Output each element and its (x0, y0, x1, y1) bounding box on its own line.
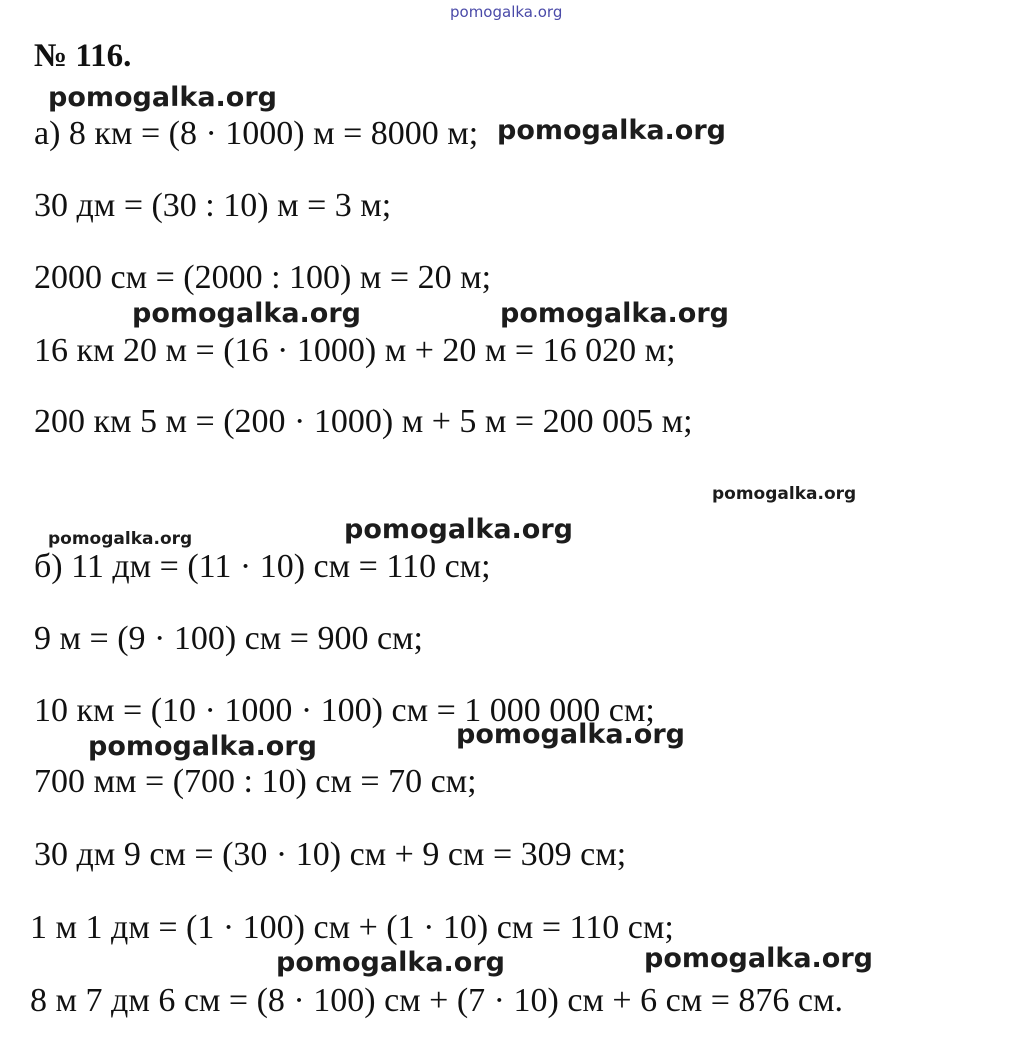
solution-line-a2: 30 дм = (30 : 10) м = 3 м; (34, 187, 392, 224)
watermark: pomogalka.org (497, 115, 726, 146)
watermark: pomogalka.org (644, 943, 873, 974)
watermark-top: pomogalka.org (450, 3, 563, 21)
solution-line-b6: 1 м 1 дм = (1 · 100) см + (1 · 10) см = 110 см; (30, 909, 674, 946)
solution-line-b2: 9 м = (9 · 100) см = 900 см; (34, 620, 423, 657)
watermark: pomogalka.org (132, 298, 361, 329)
solution-line-b3: 10 км = (10 · 1000 · 100) см = 1 000 000 см; (34, 692, 655, 729)
solution-line-a3: 2000 см = (2000 : 100) м = 20 м; (34, 259, 492, 296)
solution-line-b5: 30 дм 9 см = (30 · 10) см + 9 см = 309 см; (34, 836, 627, 873)
solution-line-a4: 16 км 20 м = (16 · 1000) м + 20 м = 16 020 м; (34, 332, 676, 369)
solution-line-b1: б) 11 дм = (11 · 10) см = 110 см; (34, 548, 491, 585)
solution-line-b7: 8 м 7 дм 6 см = (8 · 100) см + (7 · 10) см + 6 см = 876 см. (30, 982, 843, 1019)
solution-line-a1: а) 8 км = (8 · 1000) м = 8000 м; (34, 115, 479, 152)
watermark: pomogalka.org (48, 82, 277, 113)
watermark: pomogalka.org (276, 947, 505, 978)
watermark: pomogalka.org (48, 529, 193, 549)
watermark: pomogalka.org (456, 719, 685, 750)
watermark: pomogalka.org (500, 298, 729, 329)
solution-line-a5: 200 км 5 м = (200 · 1000) м + 5 м = 200 005 м; (34, 403, 693, 440)
watermark: pomogalka.org (88, 731, 317, 762)
watermark: pomogalka.org (344, 514, 573, 545)
solution-line-b4: 700 мм = (700 : 10) см = 70 см; (34, 763, 477, 800)
watermark: pomogalka.org (712, 484, 857, 504)
problem-number: № 116. (34, 38, 132, 74)
